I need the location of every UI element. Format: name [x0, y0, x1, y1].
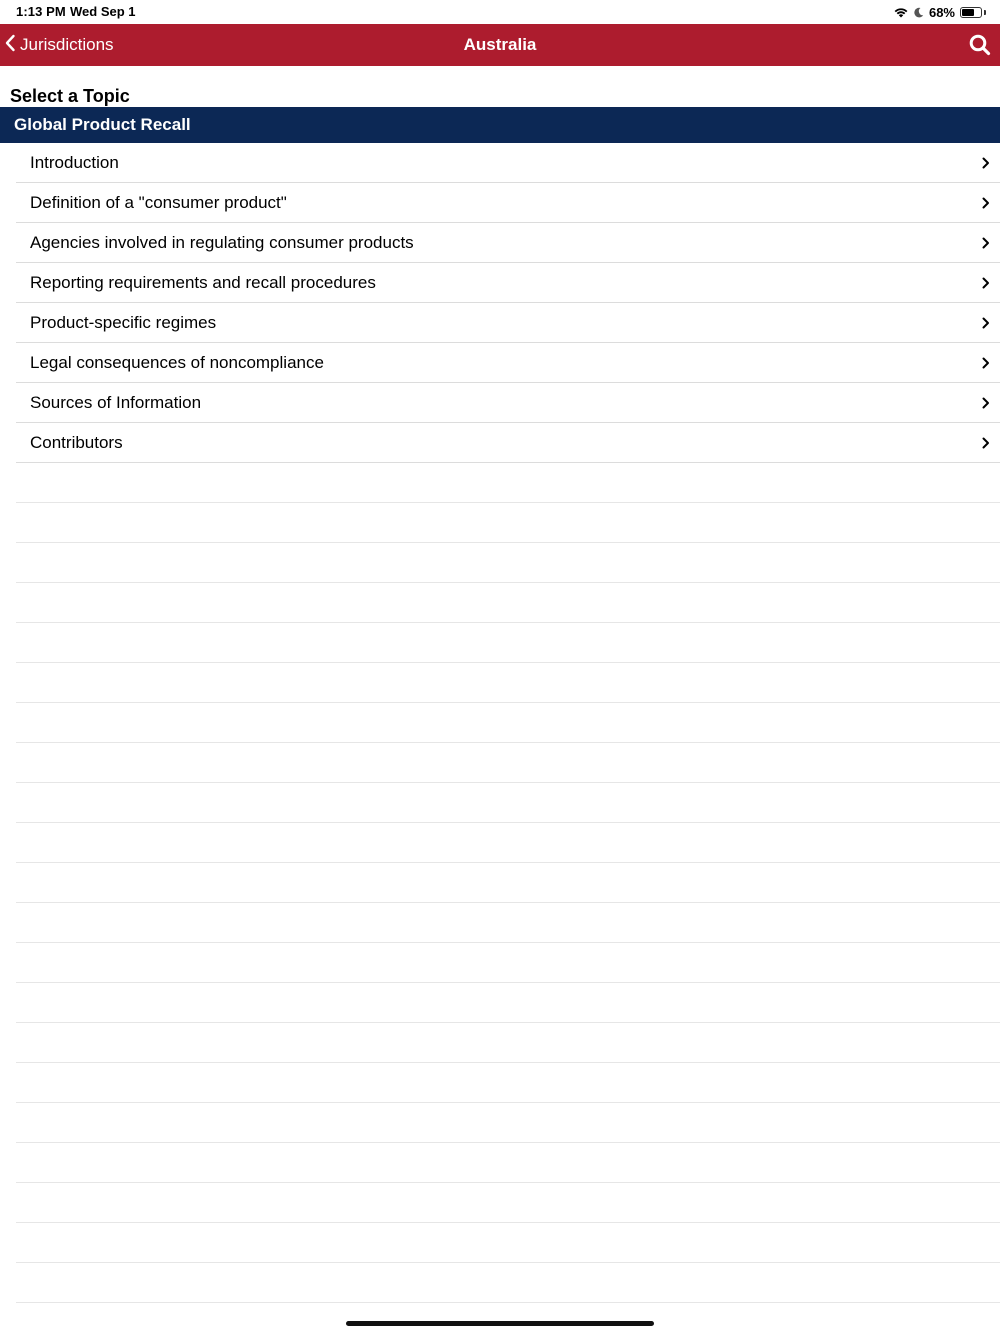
topic-label: Definition of a "consumer product"	[30, 193, 287, 212]
chevron-right-icon	[982, 357, 990, 369]
empty-row	[16, 1223, 1000, 1263]
empty-row	[16, 1023, 1000, 1063]
page-title: Australia	[463, 35, 537, 54]
chevron-right-icon	[982, 237, 990, 249]
chevron-right-icon	[982, 197, 990, 209]
empty-row	[16, 743, 1000, 783]
empty-row	[16, 503, 1000, 543]
battery-fill	[962, 9, 974, 16]
topic-label: Contributors	[30, 433, 123, 452]
topic-label: Product-specific regimes	[30, 313, 217, 332]
empty-row	[16, 863, 1000, 903]
topic-row-legal-consequences[interactable]	[16, 343, 1000, 383]
search-icon[interactable]	[968, 33, 992, 57]
topic-label: Agencies involved in regulating consumer products	[30, 233, 414, 252]
wifi-icon	[894, 7, 908, 18]
topic-row-definition[interactable]	[16, 183, 1000, 223]
empty-row	[16, 543, 1000, 583]
empty-row	[16, 1183, 1000, 1223]
empty-row	[16, 903, 1000, 943]
topic-label: Legal consequences of noncompliance	[30, 353, 324, 372]
topic-row-reporting[interactable]	[16, 263, 1000, 303]
chevron-left-icon	[4, 34, 16, 57]
empty-row	[16, 663, 1000, 703]
chevron-right-icon	[982, 437, 990, 449]
topic-row-product-regimes[interactable]	[16, 303, 1000, 343]
group-header	[0, 107, 1000, 143]
status-bar	[0, 0, 1000, 24]
status-time: 1:13 PM	[16, 4, 66, 19]
status-date: Wed Sep 1	[70, 4, 136, 19]
empty-row	[16, 783, 1000, 823]
empty-row	[16, 823, 1000, 863]
topic-row-agencies[interactable]	[16, 223, 1000, 263]
empty-row	[16, 1143, 1000, 1183]
group-header-title: Global Product Recall	[14, 115, 191, 134]
empty-row	[16, 1263, 1000, 1303]
battery-tip	[984, 10, 986, 15]
navigation-bar	[0, 24, 1000, 66]
topic-row-sources[interactable]	[16, 383, 1000, 423]
topic-label: Sources of Information	[30, 393, 202, 412]
battery-icon	[960, 7, 982, 18]
back-button-label: Jurisdictions	[20, 35, 114, 54]
chevron-right-icon	[982, 397, 990, 409]
chevron-right-icon	[982, 157, 990, 169]
empty-row	[16, 983, 1000, 1023]
home-indicator[interactable]	[346, 1321, 654, 1326]
topic-row-introduction[interactable]	[16, 143, 1000, 183]
empty-row	[16, 943, 1000, 983]
topic-row-contributors[interactable]	[16, 423, 1000, 463]
status-indicators	[894, 3, 986, 21]
empty-row	[16, 623, 1000, 663]
topic-label: Reporting requirements and recall procedures	[30, 273, 376, 292]
back-button[interactable]	[4, 24, 114, 66]
chevron-right-icon	[982, 317, 990, 329]
empty-row	[16, 1063, 1000, 1103]
empty-row	[16, 583, 1000, 623]
empty-row	[16, 703, 1000, 743]
topic-list	[16, 143, 1000, 463]
topic-label: Introduction	[30, 153, 119, 172]
chevron-right-icon	[982, 277, 990, 289]
battery-percent: 68%	[928, 4, 955, 20]
empty-row	[16, 463, 1000, 503]
moon-icon	[913, 7, 924, 18]
section-heading: Select a Topic	[10, 86, 130, 106]
empty-table-rows	[16, 463, 1000, 1303]
empty-row	[16, 1103, 1000, 1143]
